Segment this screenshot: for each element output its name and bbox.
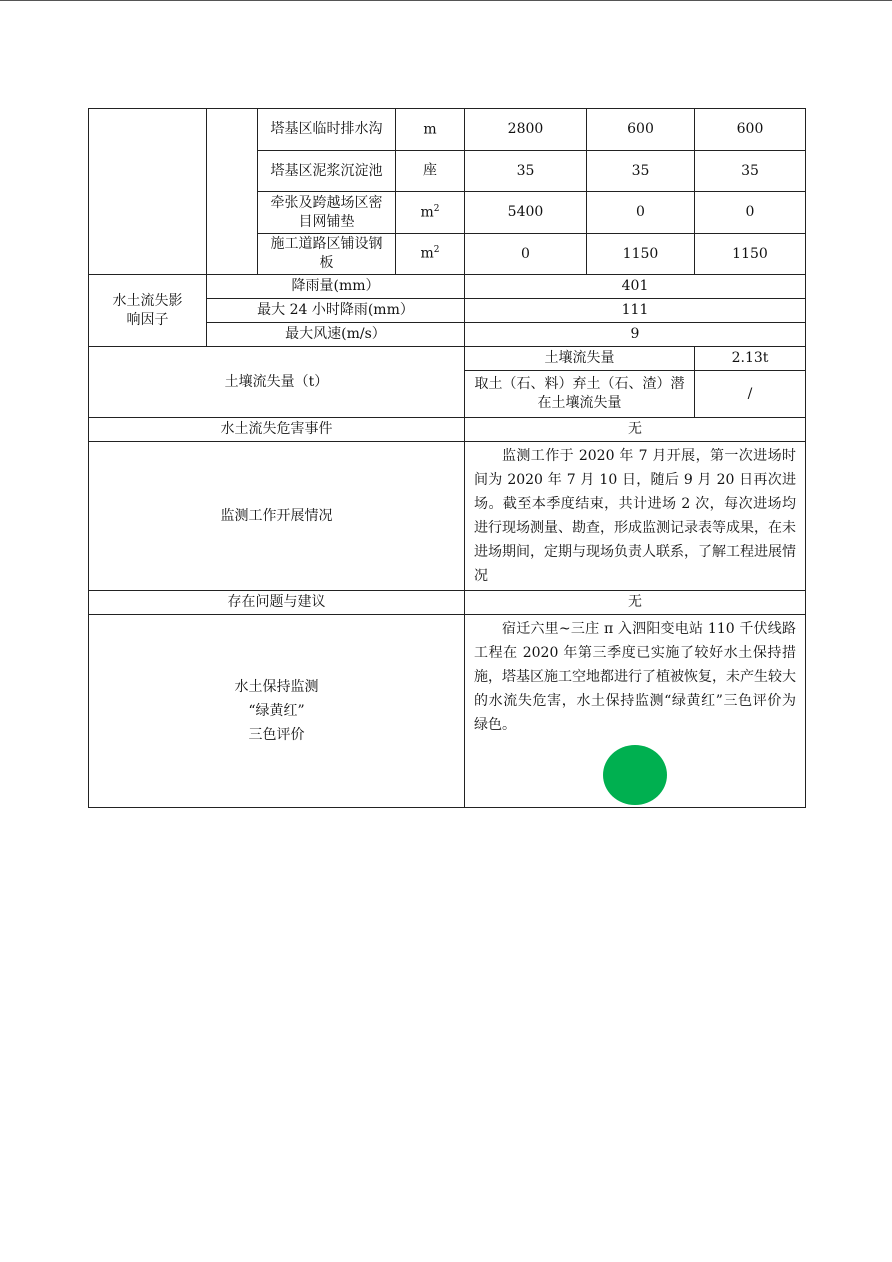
factor-row-rainfall bbox=[89, 275, 806, 299]
soil-loss-row bbox=[89, 347, 806, 371]
factors-label: 水土流失影响因子 bbox=[89, 275, 207, 347]
soil-loss-sub1-label: 土壤流失量 bbox=[465, 347, 695, 371]
max24-label: 最大 24 小时降雨(mm） bbox=[207, 299, 465, 323]
measure-quarter: 35 bbox=[587, 151, 695, 192]
issues-label: 存在问题与建议 bbox=[89, 591, 465, 615]
blank-subcategory-cell bbox=[207, 109, 258, 275]
soil-loss-sub2-value: / bbox=[695, 371, 806, 418]
measure-unit: $m^2$ bbox=[396, 192, 465, 234]
measure-quarter: 0 bbox=[587, 192, 695, 234]
wind-value: 9 bbox=[465, 323, 806, 347]
measure-cumulative: 600 bbox=[695, 109, 806, 151]
measure-name: 塔基区临时排水沟 bbox=[258, 109, 396, 151]
rating-value: 宿迁六里~三庄 π 入泗阳变电站 110 千伏线路工程在 2020 年第三季度已实施了较好水土保持措施，塔基区施工空地都进行了植被恢复，未产生较大的水流失危害，水土保持监测“绿黄红”三色评价为绿色。 bbox=[474, 621, 796, 733]
max24-value: 111 bbox=[465, 299, 806, 323]
blank-category-cell bbox=[89, 109, 207, 275]
measure-planned: 0 bbox=[465, 234, 587, 275]
measure-name: 施工道路区铺设钢板 bbox=[258, 234, 396, 275]
rating-label-line3: 三色评价 bbox=[248, 727, 305, 743]
measure-unit: 座 bbox=[396, 151, 465, 192]
issues-row bbox=[89, 591, 806, 615]
soil-loss-sub1-value: 2.13t bbox=[695, 347, 806, 371]
measure-quarter: 1150 bbox=[587, 234, 695, 275]
measure-cumulative: 1150 bbox=[695, 234, 806, 275]
monitoring-row bbox=[89, 442, 806, 591]
measure-planned: 35 bbox=[465, 151, 587, 192]
soil-loss-sub2-label: 取土（石、料）弃土（石、渣）潜在土壤流失量 bbox=[465, 371, 695, 418]
green-rating-circle bbox=[603, 745, 667, 805]
measure-unit: $m^2$ bbox=[396, 234, 465, 275]
monitoring-value: 监测工作于 2020 年 7 月开展，第一次进场时间为 2020 年 7 月 10 日，随后 9 月 20 日再次进场。截至本季度结束，共计进场 2 次，每次进场均进行现场测量、勘查，形成监测记录表等成果，在未进场期间，定期与现场负责人联系，了解工程进展情况 bbox=[465, 442, 806, 591]
wind-label: 最大风速(m/s） bbox=[207, 323, 465, 347]
issues-value: 无 bbox=[465, 591, 806, 615]
rainfall-label: 降雨量(mm） bbox=[207, 275, 465, 299]
rating-label-line1: 水土保持监测 bbox=[234, 679, 319, 695]
measure-row bbox=[89, 109, 806, 151]
hazard-row bbox=[89, 418, 806, 442]
rating-row bbox=[89, 615, 806, 808]
measure-planned: 5400 bbox=[465, 192, 587, 234]
rating-value-cell bbox=[465, 615, 806, 808]
hazard-label: 水土流失危害事件 bbox=[89, 418, 465, 442]
monitoring-label: 监测工作开展情况 bbox=[89, 442, 465, 591]
hazard-value: 无 bbox=[465, 418, 806, 442]
measure-name: 塔基区泥浆沉淀池 bbox=[258, 151, 396, 192]
measure-quarter: 600 bbox=[587, 109, 695, 151]
measure-planned: 2800 bbox=[465, 109, 587, 151]
rating-label bbox=[89, 615, 465, 808]
monitoring-report-table bbox=[88, 108, 806, 808]
measure-unit: m bbox=[396, 109, 465, 151]
measure-cumulative: 35 bbox=[695, 151, 806, 192]
page-top-border bbox=[0, 0, 892, 1]
measure-name: 牵张及跨越场区密目网铺垫 bbox=[258, 192, 396, 234]
measure-cumulative: 0 bbox=[695, 192, 806, 234]
rainfall-value: 401 bbox=[465, 275, 806, 299]
rating-label-line2: “绿黄红” bbox=[248, 703, 305, 719]
soil-loss-label: 土壤流失量（t） bbox=[89, 347, 465, 418]
